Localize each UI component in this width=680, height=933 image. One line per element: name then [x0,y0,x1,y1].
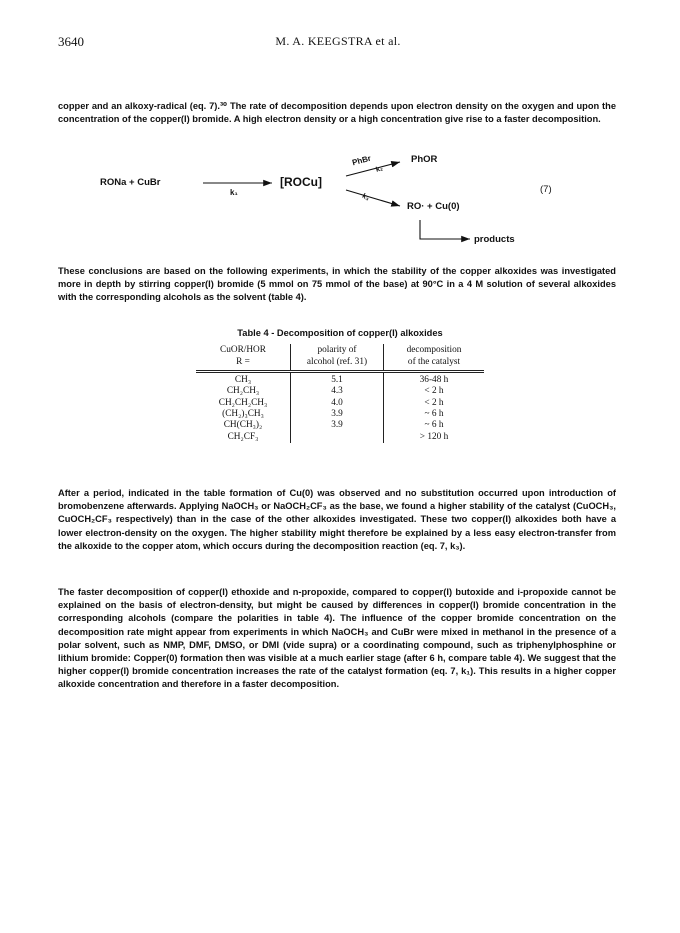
decomposition-cell: ~ 6 h [424,409,444,420]
table-row [196,398,484,409]
scheme-k1: k₁ [230,188,238,197]
table-row [196,432,484,443]
scheme-reactants: RONa + CuBr [100,177,161,188]
decomposition-cell: > 120 h [419,431,449,442]
header-cell: decomposition [406,345,462,355]
page-number: 3640 [58,34,84,49]
arrow-k3 [346,190,400,206]
page-header [58,34,618,54]
decomposition-cell: 36-48 h [419,374,449,385]
polarity-cell: 3.9 [291,409,384,420]
reaction-scheme [100,148,580,258]
polarity-cell [291,432,384,443]
scheme-intermediate: [ROCu] [280,175,322,189]
header-cell: polarity of [291,344,384,356]
decomposition-table [196,344,484,443]
scheme-k3: k₃ [360,192,371,203]
arrow-products [420,220,470,239]
table-row [196,371,484,386]
paragraph-results: After a period, indicated in the table formation of Cu(0) was observed and no substitution occurred upon introduction of bromobenzene afterwards. Applying NaOCH₃ or NaOCH₂CF₃ as the base, we found a higher stability of the catalyst (CuOCH₃, CuOCH₂CF₃ respectively) than in the case of the other alkoxides investigated. These two copper(I) alkoxides both have a lower electron-density on the oxygen. The higher stability might therefore be explained by a less easy electron-transfer from the alkoxide to the copper atom, which occurs during the decomposition reaction (eq. 7, k₃). [58,488,616,551]
table-row [196,420,484,431]
scheme-final-product: products [474,234,515,245]
alkyl-cell: (CH₂)₃CH₃ [222,409,264,420]
scheme-k2: k₂ [375,165,384,174]
polarity-cell: 4.3 [291,386,384,397]
decomposition-cell: < 2 h [424,397,444,408]
scheme-upper-product: PhOR [411,154,438,165]
table-row [196,409,484,420]
equation-label: (7) [540,184,552,195]
decomposition-cell: ~ 6 h [424,420,444,431]
alkyl-cell: CH₂CH₂CH₃ [218,397,268,408]
paragraph-intro: copper and an alkoxy-radical (eq. 7).³⁰ The rate of decomposition depends upon electron density on the oxygen and upon the concentration of the copper(I) bromide. A high electron density or a high concentration give rise to a faster decomposition. [58,101,616,125]
scheme-lower-product: RO· + Cu(0) [407,201,460,212]
table-row [196,386,484,397]
alkyl-cell: CH₃ [234,374,252,385]
paragraph-discussion: The faster decomposition of copper(I) ethoxide and n-propoxide, compared to copper(I) butoxide and i-propoxide cannot be explained on the basis of electron-density, but might be caused by differences in copper(I) bromide concentration in the corresponding alcohols (compare the polarities in table 4). The influence of the copper bromide concentration on the decomposition rate might appear from experiments in which NaOCH₃ and CuBr were mixed in methanol in the presence of a polar solvent, such as NMP, DMF, DMSO, or DMI (vide supra) or a coordinating compound, such as triphenylphosphine or lithium bromide: Copper(0) formation then was visible at a much earlier stage (after 6 h, compare table 4). We suggest that the higher copper(I) bromide concentration increases the rate of the catalyst formation (eq. 7, k₁). This results in a higher copper alkoxide concentration and therefore in a faster decomposition. [58,587,616,690]
header-cell: alcohol (ref. 31) [291,356,384,371]
table-title: Table 4 - Decomposition of copper(I) alkoxides [237,328,443,338]
header-cell: CuOR/HOR [220,345,266,355]
header-cell: R = [196,356,291,371]
alkyl-cell: CH₂CH₃ [226,386,260,397]
running-head: M. A. KEEGSTRA et al. [275,34,401,48]
alkyl-cell: CH₂CF₃ [227,431,259,442]
decomposition-cell: < 2 h [424,386,444,397]
alkyl-cell: CH(CH₃)₂ [223,420,263,431]
paragraph-experiments: These conclusions are based on the following experiments, in which the stability of the copper alkoxides was investigated more in depth by stirring copper(I) bromide (5 mmol on 75 mmol of the base) at 90°C in a 4 M solution of several alkoxides with the corresponding alcohols as the solvent (table 4). [58,266,616,303]
scheme-upper-reagent: PhBr [351,153,372,168]
header-cell: of the catalyst [384,356,485,371]
polarity-cell: 5.1 [291,371,384,386]
polarity-cell: 3.9 [291,420,384,431]
polarity-cell: 4.0 [291,398,384,409]
